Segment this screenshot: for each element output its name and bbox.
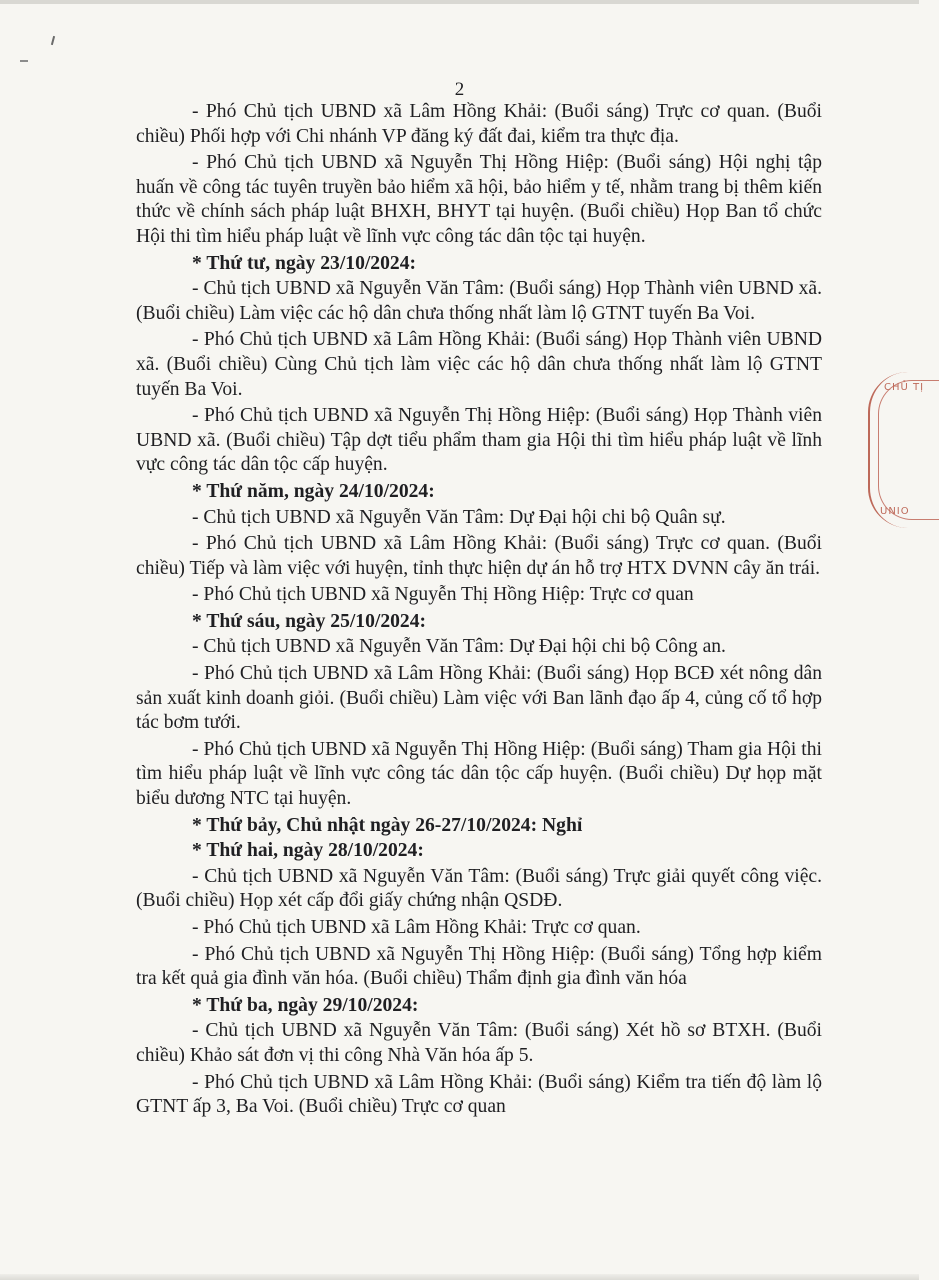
margin-pen-mark-2 [20,60,28,62]
day-heading: * Thứ sáu, ngày 25/10/2024: [192,610,427,632]
schedule-paragraph: - Phó Chủ tịch UBND xã Lâm Hồng Khải: (Buổi sáng) Trực cơ quan. (Buổi chiều) Phối hợp với Chi nhánh VP đăng ký đất đai, kiểm tra thực địa. [136,101,822,147]
schedule-paragraph: - Phó Chủ tịch UBND xã Nguyễn Thị Hồng Hiệp: (Buổi sáng) Tổng hợp kiểm tra kết quả gia đình văn hóa. (Buổi chiều) Thẩm định gia đình văn hóa [136,943,822,990]
schedule-paragraph: - Phó Chủ tịch UBND xã Lâm Hồng Khải: Trực cơ quan. [192,917,641,938]
page-bottom-edge [0,1274,919,1280]
schedule-paragraph: - Phó Chủ tịch UBND xã Nguyễn Thị Hồng Hiệp: (Buổi sáng) Tham gia Hội thi tìm hiểu pháp luật về lĩnh vực công tác dân tộc cấp huyện. (Buổi chiều) Dự họp mặt biểu dương NTC tại huyện. [136,738,822,810]
schedule-paragraph: - Phó Chủ tịch UBND xã Lâm Hồng Khải: (Buổi sáng) Kiểm tra tiến độ làm lộ GTNT ấp 3, Ba Voi. (Buổi chiều) Trực cơ quan [136,1071,822,1118]
day-heading: * Thứ tư, ngày 23/10/2024: [192,252,417,274]
schedule-paragraph: - Phó Chủ tịch UBND xã Nguyễn Thị Hồng Hiệp: (Buổi sáng) Hội nghị tập huấn về công tác tuyên truyền bảo hiểm xã hội, bảo hiểm y tế, nhằm trang bị thêm kiến thức về chính sách pháp luật BHXH, BHYT tại huyện. (Buổi chiều) Họp Ban tổ chức Hội thi tìm hiểu pháp luật về lĩnh vực công tác dân tộc tại huyện. [136,152,822,247]
day-heading: * Thứ ba, ngày 29/10/2024: [192,994,419,1016]
seal-text-bottom: UNIO [880,506,910,517]
schedule-paragraph: - Phó Chủ tịch UBND xã Nguyễn Thị Hồng Hiệp: Trực cơ quan [192,584,694,606]
document-body [136,100,822,1122]
page-number: 2 [454,79,465,100]
schedule-paragraph: - Chủ tịch UBND xã Nguyễn Văn Tâm: (Buổi sáng) Họp Thành viên UBND xã. (Buổi chiều) Làm việc các hộ dân chưa thống nhất làm lộ GTNT tuyến Ba Voi. [136,278,822,324]
page-top-edge [0,0,919,4]
seal-text-top: CHỦ TỊ [884,382,925,393]
schedule-paragraph: - Phó Chủ tịch UBND xã Lâm Hồng Khải: (Buổi sáng) Họp Thành viên UBND xã. (Buổi chiều) Cùng Chủ tịch làm việc các hộ dân chưa thống nhất làm lộ GTNT tuyến Ba Voi. [136,329,822,400]
schedule-paragraph: - Chủ tịch UBND xã Nguyễn Văn Tâm: Dự Đại hội chi bộ Công an. [192,636,726,658]
schedule-paragraph: - Chủ tịch UBND xã Nguyễn Văn Tâm: Dự Đại hội chi bộ Quân sự. [192,506,726,528]
schedule-paragraph: - Chủ tịch UBND xã Nguyễn Văn Tâm: (Buổi sáng) Xét hồ sơ BTXH. (Buổi chiều) Khảo sát đơn vị thi công Nhà Văn hóa ấp 5. [136,1020,822,1066]
day-heading: * Thứ hai, ngày 28/10/2024: [192,840,424,862]
day-heading: * Thứ năm, ngày 24/10/2024: [192,480,435,502]
day-heading: * Thứ bảy, Chủ nhật ngày 26-27/10/2024: Nghỉ [192,814,583,836]
schedule-paragraph: - Phó Chủ tịch UBND xã Lâm Hồng Khải: (Buổi sáng) Họp BCĐ xét nông dân sản xuất kinh doanh giỏi. (Buổi chiều) Làm việc với Ban lãnh đạo ấp 4, củng cố tổ hợp tác bơm tưới. [136,663,822,734]
schedule-paragraph: - Chủ tịch UBND xã Nguyễn Văn Tâm: (Buổi sáng) Trực giải quyết công việc. (Buổi chiều) Họp xét cấp đổi giấy chứng nhận QSDĐ. [136,865,822,912]
seal-ring [878,380,939,520]
margin-pen-mark [51,36,55,45]
schedule-paragraph: - Phó Chủ tịch UBND xã Nguyễn Thị Hồng Hiệp: (Buổi sáng) Họp Thành viên UBND xã. (Buổi chiều) Tập dợt tiểu phẩm tham gia Hội thi tìm hiểu pháp luật về lĩnh vực công tác dân tộc cấp huyện. [136,405,822,476]
schedule-paragraph: - Phó Chủ tịch UBND xã Lâm Hồng Khải: (Buổi sáng) Trực cơ quan. (Buổi chiều) Tiếp và làm việc với huyện, tỉnh thực hiện dự án hỗ trợ HTX DVNN cây ăn trái. [136,533,822,579]
partial-seal-stamp [868,372,930,528]
